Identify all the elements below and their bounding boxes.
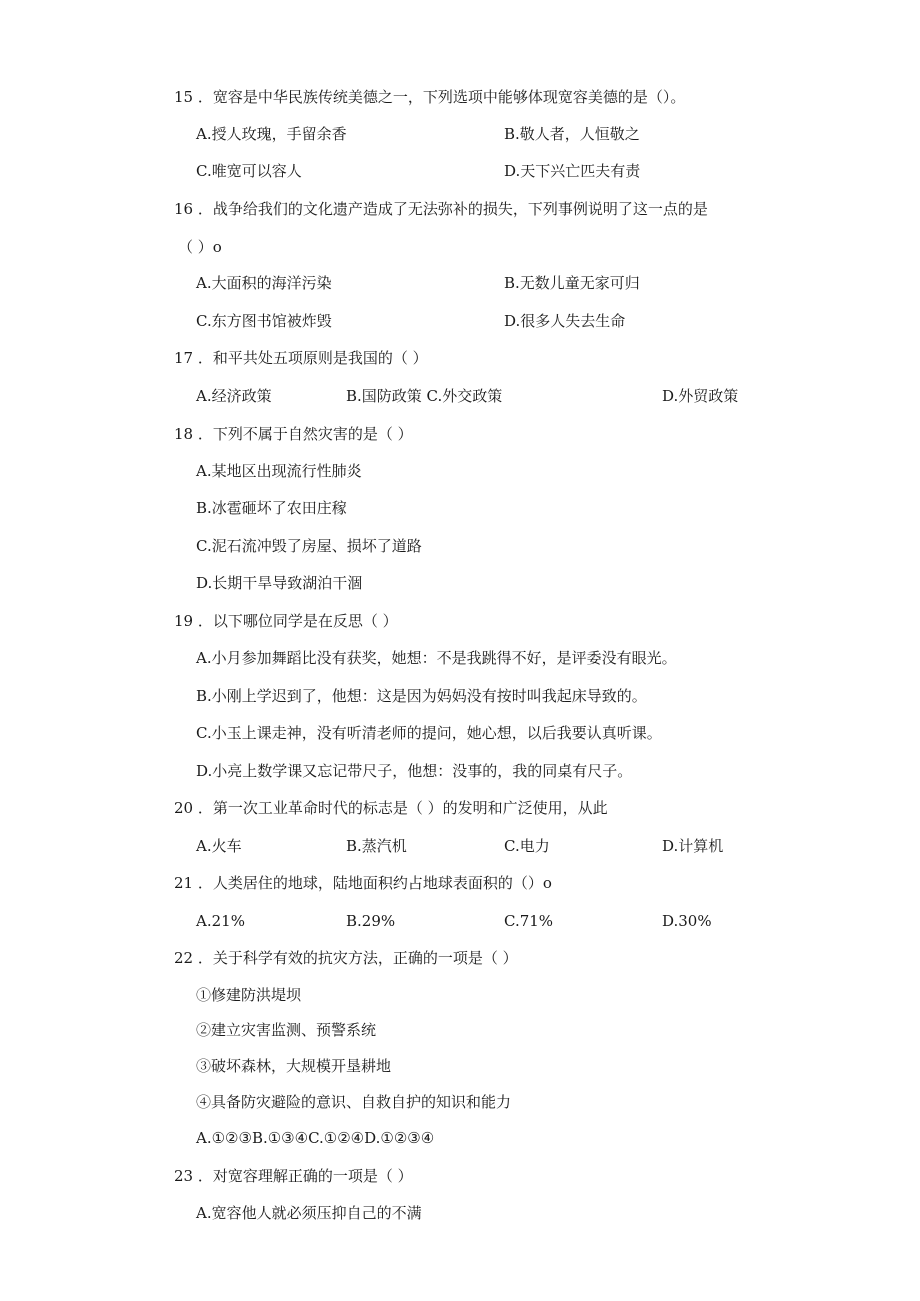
question-20-option-a: A.火车 <box>196 837 242 855</box>
question-15-option-d: D.天下兴亡匹夫有责 <box>504 162 641 180</box>
question-21-option-c: C.71% <box>504 912 554 930</box>
question-19-stem: 19 ．以下哪位同学是在反思（ ） <box>174 612 398 630</box>
question-22-stem: 22 ．关于科学有效的抗灾方法，正确的一项是（ ） <box>174 949 518 967</box>
question-20-option-b: B.蒸汽机 <box>346 837 407 855</box>
question-20-option-c: C.电力 <box>504 837 550 855</box>
question-20-option-d: D.计算机 <box>662 837 724 855</box>
question-15-option-b: B.敬人者，人恒敬之 <box>504 125 640 143</box>
question-17-stem: 17 ．和平共处五项原则是我国的（ ） <box>174 349 428 367</box>
question-17-option-bc: B.国防政策 C.外交政策 <box>346 387 503 405</box>
question-18-stem: 18 ．下列不属于自然灾害的是（ ） <box>174 425 413 443</box>
question-17-option-d: D.外贸政策 <box>662 387 739 405</box>
question-16-option-d: D.很多人失去生命 <box>504 312 626 330</box>
question-22-item-4: ④具备防灾避险的意识、自救自护的知识和能力 <box>196 1093 512 1111</box>
question-22-item-2: ②建立灾害监测、预警系统 <box>196 1021 377 1039</box>
question-21-stem: 21 ．人类居住的地球，陆地面积约占地球表面积的（）o <box>174 874 552 892</box>
question-23-option-a: A.宽容他人就必须压抑自己的不满 <box>196 1204 422 1222</box>
question-17-option-a: A.经济政策 <box>196 387 272 405</box>
question-18-option-c: C.泥石流冲毁了房屋、损坏了道路 <box>196 537 422 555</box>
question-23-stem: 23 ．对宽容理解正确的一项是（ ） <box>174 1167 413 1185</box>
question-22-options: A.①②③B.①③④C.①②④D.①②③④ <box>196 1129 435 1147</box>
question-15-option-a: A.授人玫瑰，手留余香 <box>196 125 347 143</box>
question-21-option-a: A.21% <box>196 912 245 930</box>
question-21-option-b: B.29% <box>346 912 396 930</box>
question-16-stem: 16 ．战争给我们的文化遗产造成了无法弥补的损失，下列事例说明了这一点的是 <box>174 200 708 218</box>
question-22-item-1: ①修建防洪堤坝 <box>196 986 302 1004</box>
question-19-option-d: D.小亮上数学课又忘记带尺子，他想：没事的，我的同桌有尺子。 <box>196 762 633 780</box>
question-21-option-d: D.30% <box>662 912 712 930</box>
question-15-option-c: C.唯宽可以容人 <box>196 162 302 180</box>
question-18-option-d: D.长期干旱导致湖泊干涸 <box>196 574 363 592</box>
question-18-option-b: B.冰雹砸坏了农田庄稼 <box>196 499 347 517</box>
question-16-option-a: A.大面积的海洋污染 <box>196 274 332 292</box>
question-20-stem: 20 ．第一次工业革命时代的标志是（ ）的发明和广泛使用，从此 <box>174 799 608 817</box>
question-15-stem: 15 ．宽容是中华民族传统美德之一，下列选项中能够体现宽容美德的是（）。 <box>174 88 686 106</box>
question-19-option-b: B.小刚上学迟到了，他想：这是因为妈妈没有按时叫我起床导致的。 <box>196 687 647 705</box>
question-16-option-c: C.东方图书馆被炸毁 <box>196 312 332 330</box>
question-19-option-c: C.小玉上课走神，没有听清老师的提问，她心想，以后我要认真听课。 <box>196 724 662 742</box>
question-16-stem-cont: （ ）o <box>178 238 222 256</box>
question-22-item-3: ③破坏森林，大规模开垦耕地 <box>196 1057 392 1075</box>
question-19-option-a: A.小月参加舞蹈比没有获奖，她想：不是我跳得不好，是评委没有眼光。 <box>196 649 677 667</box>
question-16-option-b: B.无数儿童无家可归 <box>504 274 640 292</box>
question-18-option-a: A.某地区出现流行性肺炎 <box>196 462 362 480</box>
